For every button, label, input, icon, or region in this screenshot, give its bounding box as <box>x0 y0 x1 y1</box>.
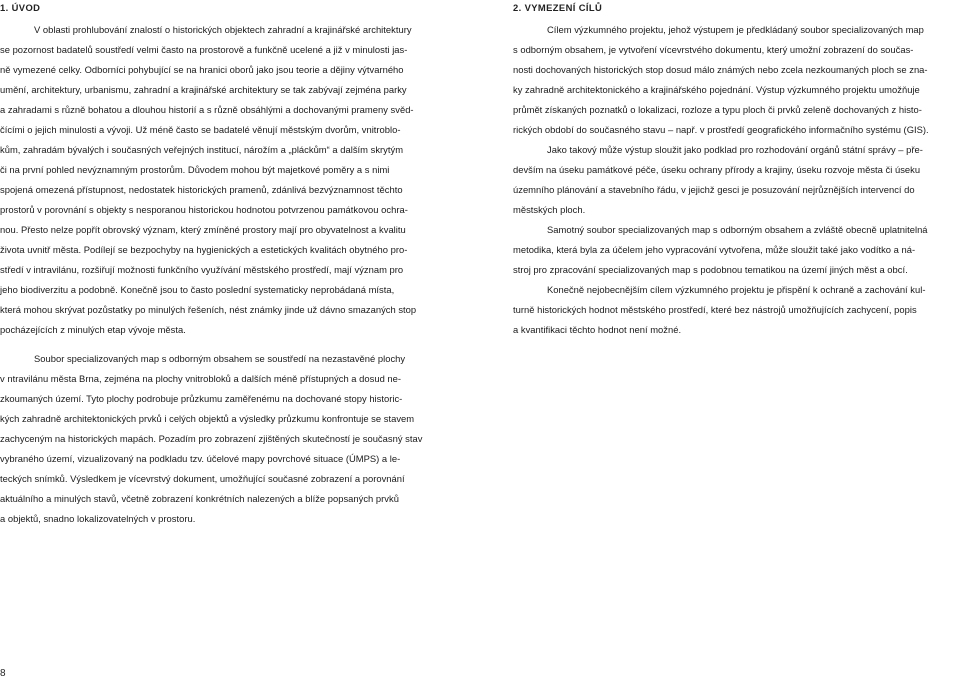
paragraph-line: v ntravilánu města Brna, zejména na plochy vnitrobloků a dalších méně přístupných a dosud ne- <box>0 373 402 384</box>
paragraph-line: ně vymezené celky. Odborníci pohybující se na hranici oborů jako jsou teorie a dějiny výtvarného <box>0 64 404 75</box>
paragraph-line: stroj pro zpracování specializovaných map s podobnou tematikou na území jiných měst a obcí. <box>513 264 908 275</box>
paragraph-line: Soubor specializovaných map s odborným obsahem se soustředí na nezastavěné plochy <box>34 353 406 364</box>
paragraph-line: čícími o jejich minulosti a vývoji. Už méně často se badatelé věnují městským dvorům, vnitroblo- <box>0 124 401 135</box>
paragraph-line: umění, architektury, urbanismu, zahradní a krajinářské architektury se tak zabývají zejména parky <box>0 84 407 95</box>
paragraph-line: nou. Přesto nelze popřít obrovský význam, který zmíněné prostory mají pro obyvatelnost a kvalitu <box>0 224 406 235</box>
paragraph-line: se pozornost badatelů soustředí velmi často na prostorově a funkčně ucelené a již v minulosti jas- <box>0 44 408 55</box>
paragraph-line: zkoumaných území. Tyto plochy podrobuje průzkumu zaměřenému na dochované stopy historic- <box>0 393 403 404</box>
paragraph-line: kům, zahradám bývalých i současných veřejných institucí, nárožím a „pláckům“ a dalším skrytým <box>0 144 404 155</box>
paragraph-line: rických období do současného stavu – např. v prostředí geografického informačního systému (GIS). <box>513 124 929 135</box>
paragraph-line: Cílem výzkumného projektu, jehož výstupem je předkládaný soubor specializovaných map <box>547 24 924 35</box>
paragraph-line: turně historických hodnot městského prostředí, které bez nástrojů umožňujících zachycení, popis <box>513 304 917 315</box>
paragraph-line: teckých snímků. Výsledkem je vícevrstvý dokument, umožňující současné zobrazení a porovnání <box>0 473 405 484</box>
paragraph-line: a objektů, snadno lokalizovatelných v prostoru. <box>0 513 196 524</box>
paragraph-line: a zahradami s různě bohatou a dlouhou historií a s různě obsáhlými a dochovanými prameny svěd- <box>0 104 414 115</box>
paragraph-line: či na první pohled nevýznamným prostorům. Důvodem mohou být majetkové poměry a s nimi <box>0 164 390 175</box>
paragraph-line: s odborným obsahem, je vytvoření vícevrstvého dokumentu, který umožní zobrazení do součas- <box>513 44 914 55</box>
paragraph-line: spojená omezená přístupnost, nedostatek historických pramenů, zdánlivá bezvýznamnost těchto <box>0 184 403 195</box>
paragraph-line: pocházejících z minulých etap vývoje města. <box>0 324 186 335</box>
paragraph-line: středí v intravilánu, rozšiřují možnosti funkčního využívání městského prostředí, mají význam pro <box>0 264 404 275</box>
paragraph-line: prostorů v porovnání s objekty s nesporanou historickou hodnotou potvrzenou památkovou ochra- <box>0 204 408 215</box>
page-number: 8 <box>0 668 6 679</box>
paragraph-line: Jako takový může výstup sloužit jako podklad pro rozhodování orgánů státní správy – pře- <box>547 144 923 155</box>
paragraph-line: V oblasti prohlubování znalostí o historických objektech zahradní a krajinářské architektury <box>34 24 412 35</box>
paragraph-line: územního plánování a stavebního řádu, v jejichž gesci je posuzování nejrůznějších intervencí do <box>513 184 915 195</box>
paragraph-line: Samotný soubor specializovaných map s odborným obsahem a zvláště obecně uplatnitelná <box>547 224 928 235</box>
paragraph-line: a kvantifikaci těchto hodnot není možné. <box>513 324 682 335</box>
paragraph-line: kých zahradně architektonických prvků i celých objektů a výsledky průzkumu konfrontuje se stavem <box>0 413 415 424</box>
paragraph-line: nosti dochovaných historických stop dosud málo známých nebo zcela nezkoumaných ploch se zna- <box>513 64 928 75</box>
paragraph-line: aktuálního a minulých stavů, včetně zobrazení konkrétních nalezených a blíže popsaných prvků <box>0 493 399 504</box>
paragraph-line: vybraného území, vizualizovaný na podkladu tzv. účelové mapy povrchové situace (ÚMPS) a le- <box>0 453 401 464</box>
paragraph-line: devším na úseku památkové péče, úseku ochrany přírody a krajiny, úseku rozvoje města či úseku <box>513 164 921 175</box>
paragraph-line: průmět získaných poznatků o lokalizaci, rozloze a typu ploch či prvků zeleně dochovaných z histo- <box>513 104 922 115</box>
section-heading-uvod: 1. ÚVOD <box>0 2 41 13</box>
paragraph-line: zachyceným na historických mapách. Pozadím pro zobrazení zjištěných skutečností je současný stav <box>0 433 423 444</box>
paragraph-line: ky zahradně architektonického a krajinářského pojednání. Výstup výzkumného projektu umožňuje <box>513 84 920 95</box>
paragraph-line: jeho biodiverzitu a podobně. Konečně jsou to často poslední systematicky neprobádaná místa, <box>0 284 395 295</box>
paragraph-line: Konečně nejobecnějším cílem výzkumného projektu je přispění k ochraně a zachování kul- <box>547 284 926 295</box>
section-heading-vymezeni-cilu: 2. VYMEZENÍ CÍLŮ <box>513 2 603 13</box>
paragraph-line: městských ploch. <box>513 204 586 215</box>
paragraph-line: života uvnitř města. Podílejí se bezpochyby na hygienických a estetických kvalitách obytného pro- <box>0 244 408 255</box>
paragraph-line: metodika, která byla za účelem jeho vypracování vytvořena, může sloužit také jako vodítko a ná- <box>513 244 916 255</box>
paragraph-line: která mohou skrývat pozůstatky po minulých řešeních, nést známky jinde už dávno smazaných stop <box>0 304 417 315</box>
